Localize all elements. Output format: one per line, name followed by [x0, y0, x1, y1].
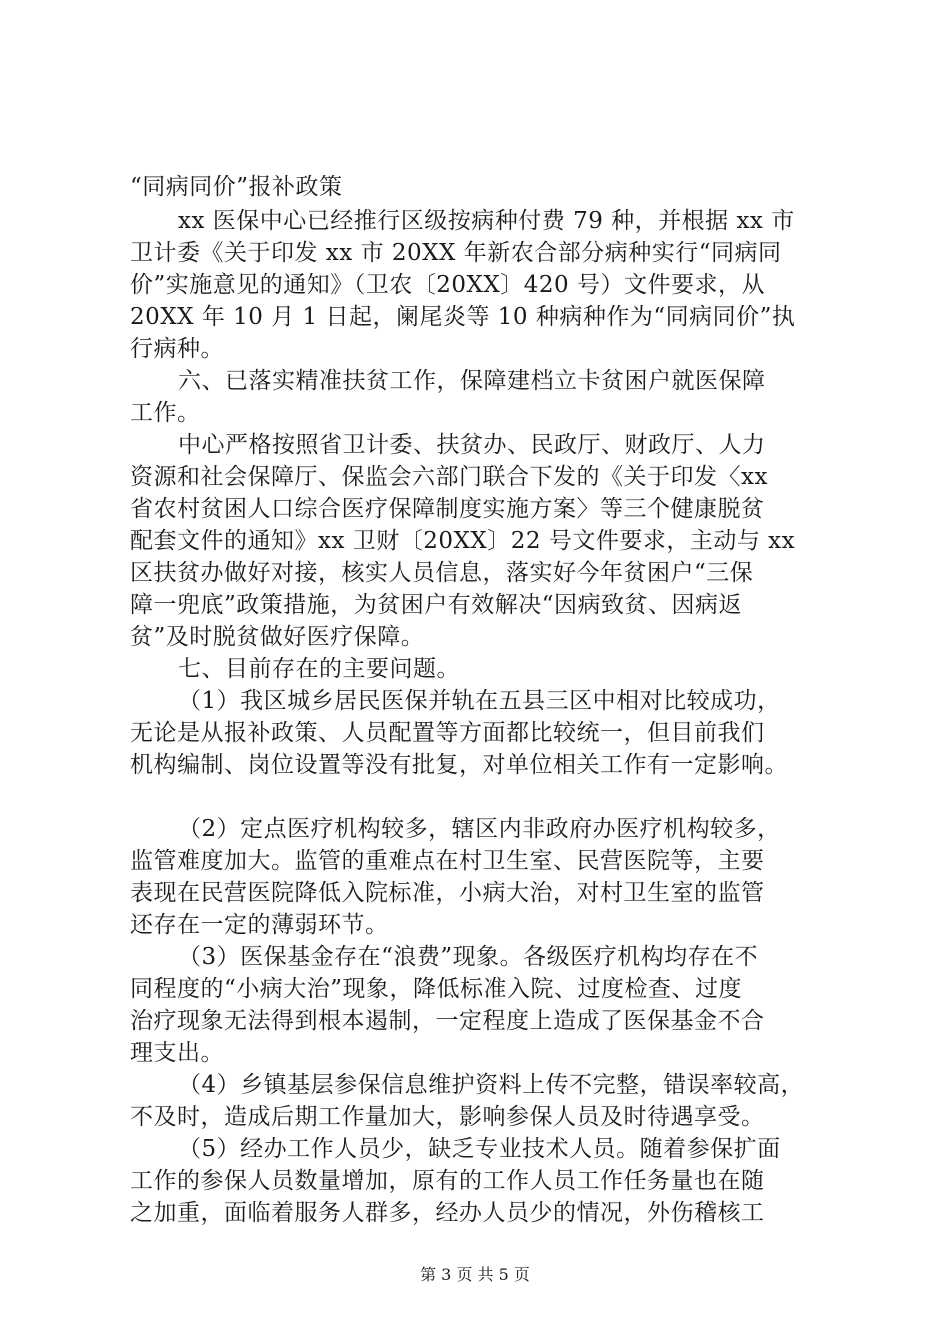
text-line: （5）经办工作人员少，缺乏专业技术人员。随着参保扩面: [178, 1136, 781, 1162]
text-line: 表现在民营医院降低入院标准，小病大治，对村卫生室的监管: [130, 880, 765, 906]
text-line: 省农村贫困人口综合医疗保障制度实施方案〉等三个健康脱贫: [130, 496, 765, 522]
text-line: 价”实施意见的通知》（卫农〔20XX〕420 号）文件要求，从: [130, 272, 765, 298]
text-line: 理支出。: [130, 1040, 224, 1066]
text-line: 机构编制、岗位设置等没有批复，对单位相关工作有一定影响。: [130, 752, 788, 778]
text-line: 同程度的“小病大治”现象，降低标准入院、过度检查、过度: [130, 976, 743, 1002]
text-line: 资源和社会保障厅、保监会六部门联合下发的《关于印发〈xx: [130, 464, 768, 490]
text-line: （4）乡镇基层参保信息维护资料上传不完整，错误率较高，: [178, 1072, 805, 1098]
text-line: （3）医保基金存在“浪费”现象。各级医疗机构均存在不: [178, 944, 759, 970]
page-footer: 第 3 页 共 5 页: [420, 1265, 530, 1284]
text-line: 行病种。: [130, 336, 224, 362]
text-line: 卫计委《关于印发 xx 市 20XX 年新农合部分病种实行“同病同: [130, 240, 782, 266]
text-line: 中心严格按照省卫计委、扶贫办、民政厅、财政厅、人力: [178, 432, 766, 458]
text-line: 障一兜底”政策措施，为贫困户有效解决“因病致贫、因病返: [130, 592, 743, 618]
text-line: 监管难度加大。监管的重难点在村卫生室、民营医院等，主要: [130, 848, 765, 874]
text-line: 工作。: [130, 400, 201, 426]
text-line: 还存在一定的薄弱环节。: [130, 912, 389, 938]
section-heading: 七、目前存在的主要问题。: [178, 656, 460, 682]
text-line: （2）定点医疗机构较多，辖区内非政府办医疗机构较多，: [178, 816, 781, 842]
text-line: 配套文件的通知》xx 卫财〔20XX〕22 号文件要求，主动与 xx: [130, 528, 796, 554]
text-line: 工作的参保人员数量增加，原有的工作人员工作任务量也在随: [130, 1168, 765, 1194]
text-line: 不及时，造成后期工作量加大，影响参保人员及时待遇享受。: [130, 1104, 765, 1130]
text-line: 贫”及时脱贫做好医疗保障。: [130, 624, 425, 650]
text-line: 20XX 年 10 月 1 日起，阑尾炎等 10 种病种作为“同病同价”执: [130, 304, 796, 330]
section-heading: 六、已落实精准扶贫工作，保障建档立卡贫困户就医保障: [178, 368, 766, 394]
text-line: 之加重，面临着服务人群多，经办人员少的情况，外伤稽核工: [130, 1200, 765, 1226]
text-line: 治疗现象无法得到根本遏制，一定程度上造成了医保基金不合: [130, 1008, 765, 1034]
text-line: 无论是从报补政策、人员配置等方面都比较统一，但目前我们: [130, 720, 765, 746]
text-line: “同病同价”报补政策: [130, 174, 343, 200]
text-line: xx 医保中心已经推行区级按病种付费 79 种，并根据 xx 市: [178, 208, 795, 234]
text-line: 区扶贫办做好对接，核实人员信息，落实好今年贫困户“三保: [130, 560, 754, 586]
text-line: （1）我区城乡居民医保并轨在五县三区中相对比较成功，: [178, 688, 781, 714]
